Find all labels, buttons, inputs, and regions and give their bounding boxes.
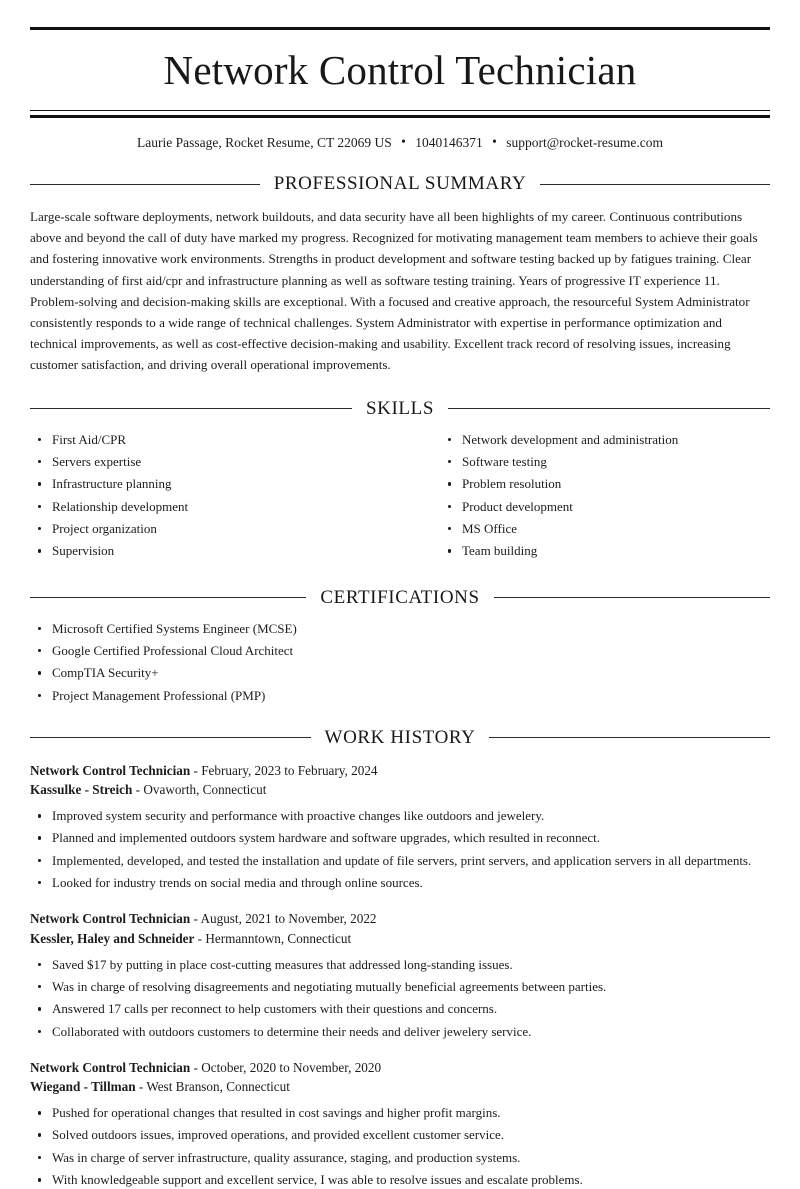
contact-line	[30, 135, 770, 151]
job-bullet: Saved $17 by putting in place cost-cutting measures that addressed long-standing issues.	[52, 956, 513, 972]
job-company: Kassulke - Streich	[30, 782, 133, 798]
skill-label: First Aid/CPR	[52, 431, 127, 447]
section-header-work-history	[30, 727, 770, 749]
page-title: Network Control Technician	[163, 47, 637, 93]
skill-label: Relationship development	[52, 498, 189, 514]
job-dates: August, 2021 to November, 2022	[200, 911, 377, 927]
job-bullet: Answered 17 calls per reconnect to help customers with their questions and concerns.	[52, 1001, 498, 1017]
skill-label: Infrastructure planning	[52, 476, 172, 492]
job-separator: -	[135, 782, 141, 798]
job-location: Ovaworth, Connecticut	[143, 782, 267, 798]
section-header-certifications	[30, 587, 770, 609]
skill-label: Network development and administration	[462, 431, 679, 447]
job-title: Network Control Technician	[30, 762, 191, 778]
list-item	[30, 1171, 770, 1189]
resume-page	[0, 27, 800, 1188]
list-item	[30, 453, 400, 471]
skills-list-left	[30, 431, 400, 561]
job-title: Network Control Technician	[30, 1059, 191, 1075]
job-bullet: Was in charge of server infrastructure, quality assurance, staging, and production systems.	[52, 1149, 521, 1165]
section-rule-right	[448, 408, 770, 409]
contact-email: support@rocket-resume.com	[506, 135, 663, 150]
list-item	[440, 475, 770, 493]
certification-label: Google Certified Professional Cloud Architect	[52, 642, 294, 658]
section-rule-left	[30, 184, 260, 185]
skill-label: Software testing	[462, 453, 547, 469]
section-title-work-history: WORK HISTORY	[324, 726, 476, 748]
skills-column-left	[30, 431, 400, 565]
list-item	[30, 978, 770, 996]
skill-label: Product development	[462, 498, 573, 514]
job-entry	[30, 909, 770, 1041]
job-dates: October, 2020 to November, 2020	[201, 1059, 382, 1075]
header-top-rule	[30, 27, 770, 30]
job-dates: February, 2023 to February, 2024	[201, 762, 378, 778]
summary-text: Large-scale software deployments, network buildouts, and data security have all been highlights of my career. Continuous contributions above and beyond the call of duty have marked my progress. Recognized for motivating management team members to achieve their goals and fostering innovative work environments. Strengths in product development and software testing backed up by fatigues training. Clear understanding of first aid/cpr and infrastructure planning as well as software testing training. Years of progressive IT experience 11. Problem-solving and decision-making skills are exceptional. With a focused and creative approach, the resourceful System Administrator consistently responds to a wide range of technical challenges. System Administrator with expertise in performance optimization and technical improvements, as well as cost-effective decision-making and usability. Excellent track record of resolving issues, increasing customer satisfaction, and driving overall operational improvements.	[30, 209, 758, 373]
skills-list-right	[440, 431, 770, 561]
section-header-summary	[30, 173, 770, 195]
job-location: West Branson, Connecticut	[146, 1079, 290, 1095]
job-bullet-list	[30, 956, 770, 1041]
header-rule-thin	[30, 110, 770, 111]
job-separator: -	[138, 1079, 144, 1095]
list-item	[30, 829, 770, 847]
job-bullet: Collaborated with outdoors customers to determine their needs and deliver jewelery service.	[52, 1023, 532, 1039]
job-entry	[30, 761, 770, 893]
list-item	[30, 542, 400, 560]
job-bullet: Improved system security and performance with proactive changes like outdoors and jewelery.	[52, 808, 545, 824]
skills-columns	[30, 431, 770, 565]
section-title-skills: SKILLS	[366, 397, 434, 419]
skill-label: Team building	[462, 543, 538, 559]
job-bullet: Planned and implemented outdoors system hardware and software upgrades, which resulted in reconnect.	[52, 830, 600, 846]
section-header-skills	[30, 398, 770, 420]
header-double-rule	[30, 110, 770, 118]
job-company-line	[30, 780, 770, 800]
list-item	[30, 1023, 770, 1041]
job-separator: -	[193, 1059, 198, 1075]
skill-label: Problem resolution	[462, 476, 562, 492]
list-item	[30, 852, 770, 870]
job-bullet-list	[30, 807, 770, 892]
job-location: Hermanntown, Connecticut	[205, 930, 352, 946]
section-rule-left	[30, 408, 352, 409]
job-bullet: Was in charge of resolving disagreements and negotiating mutually beneficial agreements between parties.	[52, 978, 607, 994]
header-rule-thick	[30, 115, 770, 118]
contact-address: Laurie Passage, Rocket Resume, CT 22069 US	[137, 135, 392, 150]
section-rule-right	[540, 184, 770, 185]
contact-phone: 1040146371	[415, 135, 483, 150]
certification-label: Project Management Professional (PMP)	[52, 687, 266, 703]
job-bullet: Pushed for operational changes that resulted in cost savings and higher profit margins.	[52, 1105, 501, 1121]
job-bullet: Solved outdoors issues, improved operations, and provided excellent customer service.	[52, 1127, 505, 1143]
job-company-line	[30, 929, 770, 949]
list-item	[30, 687, 770, 705]
section-rule-right	[494, 597, 770, 598]
list-item	[30, 431, 400, 449]
section-rule-right	[489, 737, 770, 738]
section-rule-left	[30, 597, 306, 598]
section-title-certifications: CERTIFICATIONS	[320, 586, 480, 608]
list-item	[30, 1000, 770, 1018]
contact-separator-2: •	[492, 134, 497, 149]
job-company: Kessler, Haley and Schneider	[30, 930, 195, 946]
job-title-line	[30, 761, 770, 781]
job-separator: -	[193, 911, 198, 927]
job-separator: -	[197, 930, 203, 946]
list-item	[30, 1104, 770, 1122]
list-item	[30, 520, 400, 538]
list-item	[30, 475, 400, 493]
certifications-list	[30, 620, 770, 705]
list-item	[440, 431, 770, 449]
job-entry	[30, 1058, 770, 1189]
job-company-line	[30, 1077, 770, 1097]
job-bullet: Looked for industry trends on social media and through online sources.	[52, 875, 423, 891]
list-item	[30, 498, 400, 516]
job-bullet: With knowledgeable support and excellent service, I was able to resolve issues and escalate problems.	[52, 1172, 583, 1188]
section-rule-left	[30, 737, 311, 738]
list-item	[440, 453, 770, 471]
list-item	[30, 807, 770, 825]
list-item	[30, 642, 770, 660]
list-item	[30, 1126, 770, 1144]
job-bullet-list	[30, 1104, 770, 1189]
list-item	[440, 520, 770, 538]
skill-label: Supervision	[52, 543, 115, 559]
list-item	[440, 542, 770, 560]
certification-label: CompTIA Security+	[52, 665, 159, 681]
list-item	[30, 956, 770, 974]
job-title-line	[30, 1058, 770, 1078]
skill-label: Project organization	[52, 520, 157, 536]
work-history-list	[30, 761, 770, 1189]
job-title-line	[30, 909, 770, 929]
skill-label: Servers expertise	[52, 453, 142, 469]
job-separator: -	[193, 762, 198, 778]
skills-column-right	[400, 431, 770, 565]
list-item	[30, 620, 770, 638]
list-item	[30, 874, 770, 892]
certification-label: Microsoft Certified Systems Engineer (MCSE)	[52, 620, 297, 636]
certifications-list-wrap	[30, 620, 770, 705]
list-item	[30, 664, 770, 682]
job-bullet: Implemented, developed, and tested the installation and update of file servers, print servers, and application servers in all departments.	[52, 852, 752, 868]
skill-label: MS Office	[462, 520, 518, 536]
list-item	[30, 1149, 770, 1167]
section-title-summary: PROFESSIONAL SUMMARY	[273, 173, 527, 194]
job-company: Wiegand - Tillman	[30, 1079, 136, 1095]
contact-separator-1: •	[401, 134, 406, 149]
list-item	[440, 498, 770, 516]
job-title: Network Control Technician	[30, 911, 191, 927]
